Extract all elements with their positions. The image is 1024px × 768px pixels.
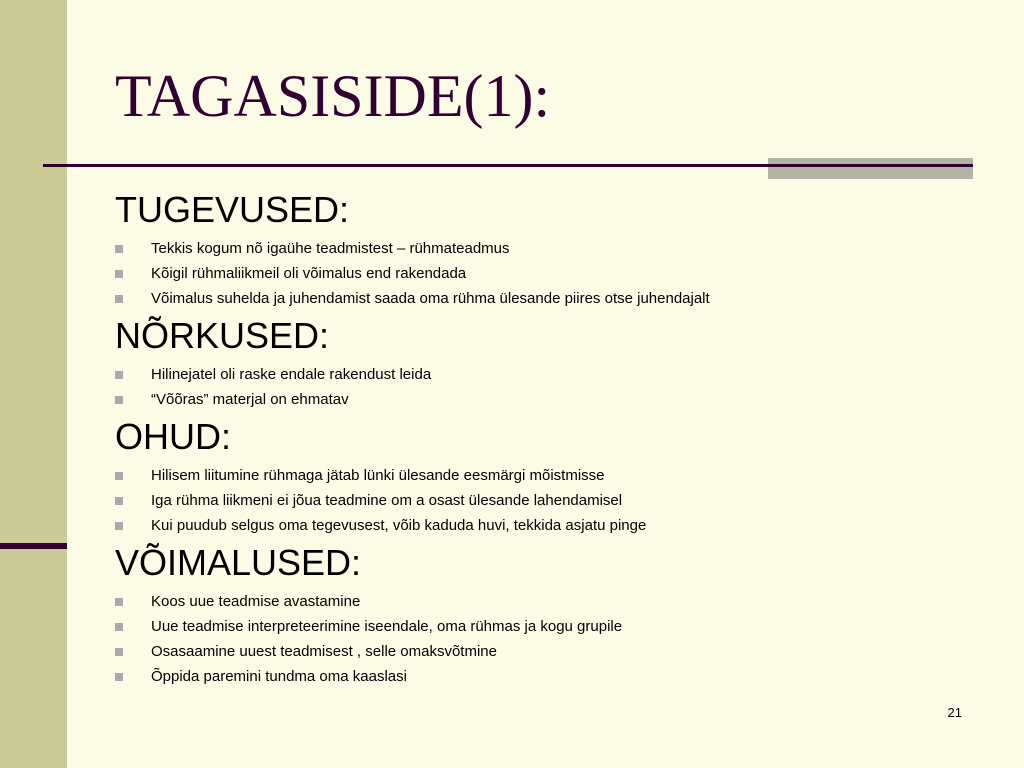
section-threats bbox=[115, 415, 975, 538]
section-weaknesses bbox=[115, 314, 975, 412]
bullet-text: Uue teadmise interpreteerimine iseendale, oma rühmas ja kogu grupile bbox=[151, 618, 623, 635]
square-bullet-icon bbox=[115, 472, 123, 480]
bullet-text: Kui puudub selgus oma tegevusest, võib kaduda huvi, tekkida asjatu pinge bbox=[151, 517, 647, 534]
slide-number: 21 bbox=[947, 705, 962, 720]
bullet-text: Õppida paremini tundma oma kaaslasi bbox=[151, 668, 407, 685]
square-bullet-icon bbox=[115, 295, 123, 303]
bullet-list bbox=[115, 589, 975, 689]
left-band-accent-bar bbox=[0, 543, 67, 549]
bullet-text: Iga rühma liikmeni ei jõua teadmine om a osast ülesande lahendamisel bbox=[151, 492, 623, 509]
bullet-item bbox=[115, 463, 975, 488]
square-bullet-icon bbox=[115, 598, 123, 606]
square-bullet-icon bbox=[115, 648, 123, 656]
square-bullet-icon bbox=[115, 245, 123, 253]
square-bullet-icon bbox=[115, 371, 123, 379]
bullet-text: “Võõras” materjal on ehmatav bbox=[151, 391, 349, 408]
left-decor-band bbox=[0, 0, 67, 768]
bullet-item bbox=[115, 387, 975, 412]
square-bullet-icon bbox=[115, 623, 123, 631]
bullet-item bbox=[115, 589, 975, 614]
square-bullet-icon bbox=[115, 270, 123, 278]
section-opportunities bbox=[115, 541, 975, 689]
bullet-item bbox=[115, 664, 975, 689]
bullet-list bbox=[115, 362, 975, 412]
bullet-text: Võimalus suhelda ja juhendamist saada oma rühma ülesande piires otse juhendajalt bbox=[151, 290, 710, 307]
section-strengths bbox=[115, 188, 975, 311]
square-bullet-icon bbox=[115, 396, 123, 404]
bullet-item bbox=[115, 362, 975, 387]
square-bullet-icon bbox=[115, 497, 123, 505]
slide-title: TAGASISIDE(1): bbox=[115, 63, 551, 129]
bullet-text: Hilisem liitumine rühmaga jätab lünki ülesande eesmärgi mõistmisse bbox=[151, 467, 605, 484]
bullet-list bbox=[115, 463, 975, 538]
bullet-list bbox=[115, 236, 975, 311]
section-heading: TUGEVUSED: bbox=[115, 189, 350, 230]
bullet-text: Tekkis kogum nõ igaühe teadmistest – rühmateadmus bbox=[151, 240, 510, 257]
bullet-item bbox=[115, 261, 975, 286]
slide-body bbox=[115, 188, 975, 692]
square-bullet-icon bbox=[115, 522, 123, 530]
bullet-text: Hilinejatel oli raske endale rakendust leida bbox=[151, 366, 432, 383]
bullet-text: Koos uue teadmise avastamine bbox=[151, 593, 361, 610]
bullet-item bbox=[115, 488, 975, 513]
bullet-item bbox=[115, 286, 975, 311]
bullet-item bbox=[115, 614, 975, 639]
section-heading: VÕIMALUSED: bbox=[115, 542, 362, 583]
bullet-item bbox=[115, 236, 975, 261]
section-heading: NÕRKUSED: bbox=[115, 315, 330, 356]
section-heading: OHUD: bbox=[115, 416, 231, 457]
bullet-text: Osasaamine uuest teadmisest , selle omaksvõtmine bbox=[151, 643, 497, 660]
bullet-item bbox=[115, 513, 975, 538]
square-bullet-icon bbox=[115, 673, 123, 681]
title-divider-block bbox=[768, 158, 973, 179]
bullet-text: Kõigil rühmaliikmeil oli võimalus end rakendada bbox=[151, 265, 467, 282]
bullet-item bbox=[115, 639, 975, 664]
